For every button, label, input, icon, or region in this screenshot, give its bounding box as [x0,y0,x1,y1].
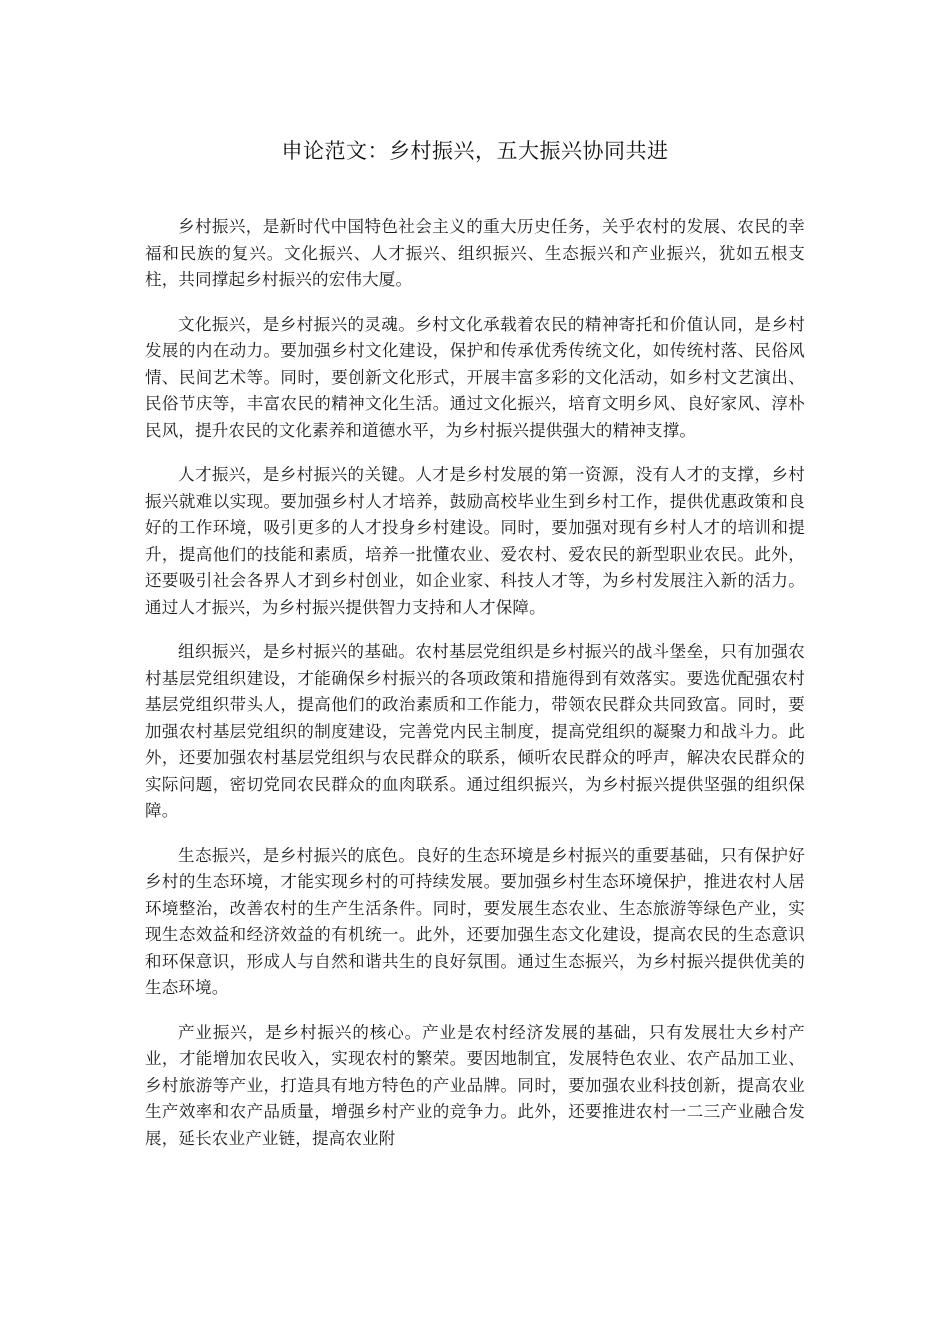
paragraph-culture: 文化振兴，是乡村振兴的灵魂。乡村文化承载着农民的精神寄托和价值认同，是乡村发展的内在动力。要加强乡村文化建设，保护和传承优秀传统文化，如传统村落、民俗风情、民间艺术等。同时，要创新文化形式，开展丰富多彩的文化活动，如乡村文艺演出、民俗节庆等，丰富农民的精神文化生活。通过文化振兴，培育文明乡风、良好家风、淳朴民风，提升农民的文化素养和道德水平，为乡村振兴提供强大的精神支撑。 [145,314,805,440]
paragraph-talent: 人才振兴，是乡村振兴的关键。人才是乡村发展的第一资源，没有人才的支撑，乡村振兴就难以实现。要加强乡村人才培养，鼓励高校毕业生到乡村工作，提供优惠政策和良好的工作环境，吸引更多的人才投身乡村建设。同时，要加强对现有乡村人才的培训和提升，提高他们的技能和素质，培养一批懂农业、爱农村、爱农民的新型职业农民。此外，还要吸引社会各界人才到乡村创业，如企业家、科技人才等，为乡村发展注入新的活力。通过人才振兴，为乡村振兴提供智力支持和人才保障。 [145,465,805,617]
document-body [145,214,805,1170]
paragraph-organization: 组织振兴，是乡村振兴的基础。农村基层党组织是乡村振兴的战斗堡垒，只有加强农村基层党组织建设，才能确保乡村振兴的各项政策和措施得到有效落实。要选优配强农村基层党组织带头人，提高他们的政治素质和工作能力，带领农民群众共同致富。同时，要加强农村基层党组织的制度建设，完善党内民主制度，提高党组织的凝聚力和战斗力。此外，还要加强农村基层党组织与农民群众的联系，倾听农民群众的呼声，解决农民群众的实际问题，密切党同农民群众的血肉联系。通过组织振兴，为乡村振兴提供坚强的组织保障。 [145,642,805,820]
paragraph-industry: 产业振兴，是乡村振兴的核心。产业是农村经济发展的基础，只有发展壮大乡村产业，才能增加农民收入，实现农村的繁荣。要因地制宜，发展特色农业、农产品加工业、乡村旅游等产业，打造具有地方特色的产业品牌。同时，要加强农业科技创新，提高农业生产效率和农产品质量，增强乡村产业的竞争力。此外，还要推进农村一二三产业融合发展，延长农业产业链，提高农业附 [145,1022,805,1148]
document-title: 申论范文：乡村振兴，五大振兴协同共进 [281,139,669,163]
paragraph-intro: 乡村振兴，是新时代中国特色社会主义的重大历史任务，关乎农村的发展、农民的幸福和民族的复兴。文化振兴、人才振兴、组织振兴、生态振兴和产业振兴，犹如五根支柱，共同撑起乡村振兴的宏伟大厦。 [145,217,805,289]
paragraph-ecology: 生态振兴，是乡村振兴的底色。良好的生态环境是乡村振兴的重要基础，只有保护好乡村的生态环境，才能实现乡村的可持续发展。要加强乡村生态环境保护，推进农村人居环境整治，改善农村的生产生活条件。同时，要发展生态农业、生态旅游等绿色产业，实现生态效益和经济效益的有机统一。此外，还要加强生态文化建设，提高农民的生态意识和环保意识，形成人与自然和谐共生的良好氛围。通过生态振兴，为乡村振兴提供优美的生态环境。 [145,845,805,997]
